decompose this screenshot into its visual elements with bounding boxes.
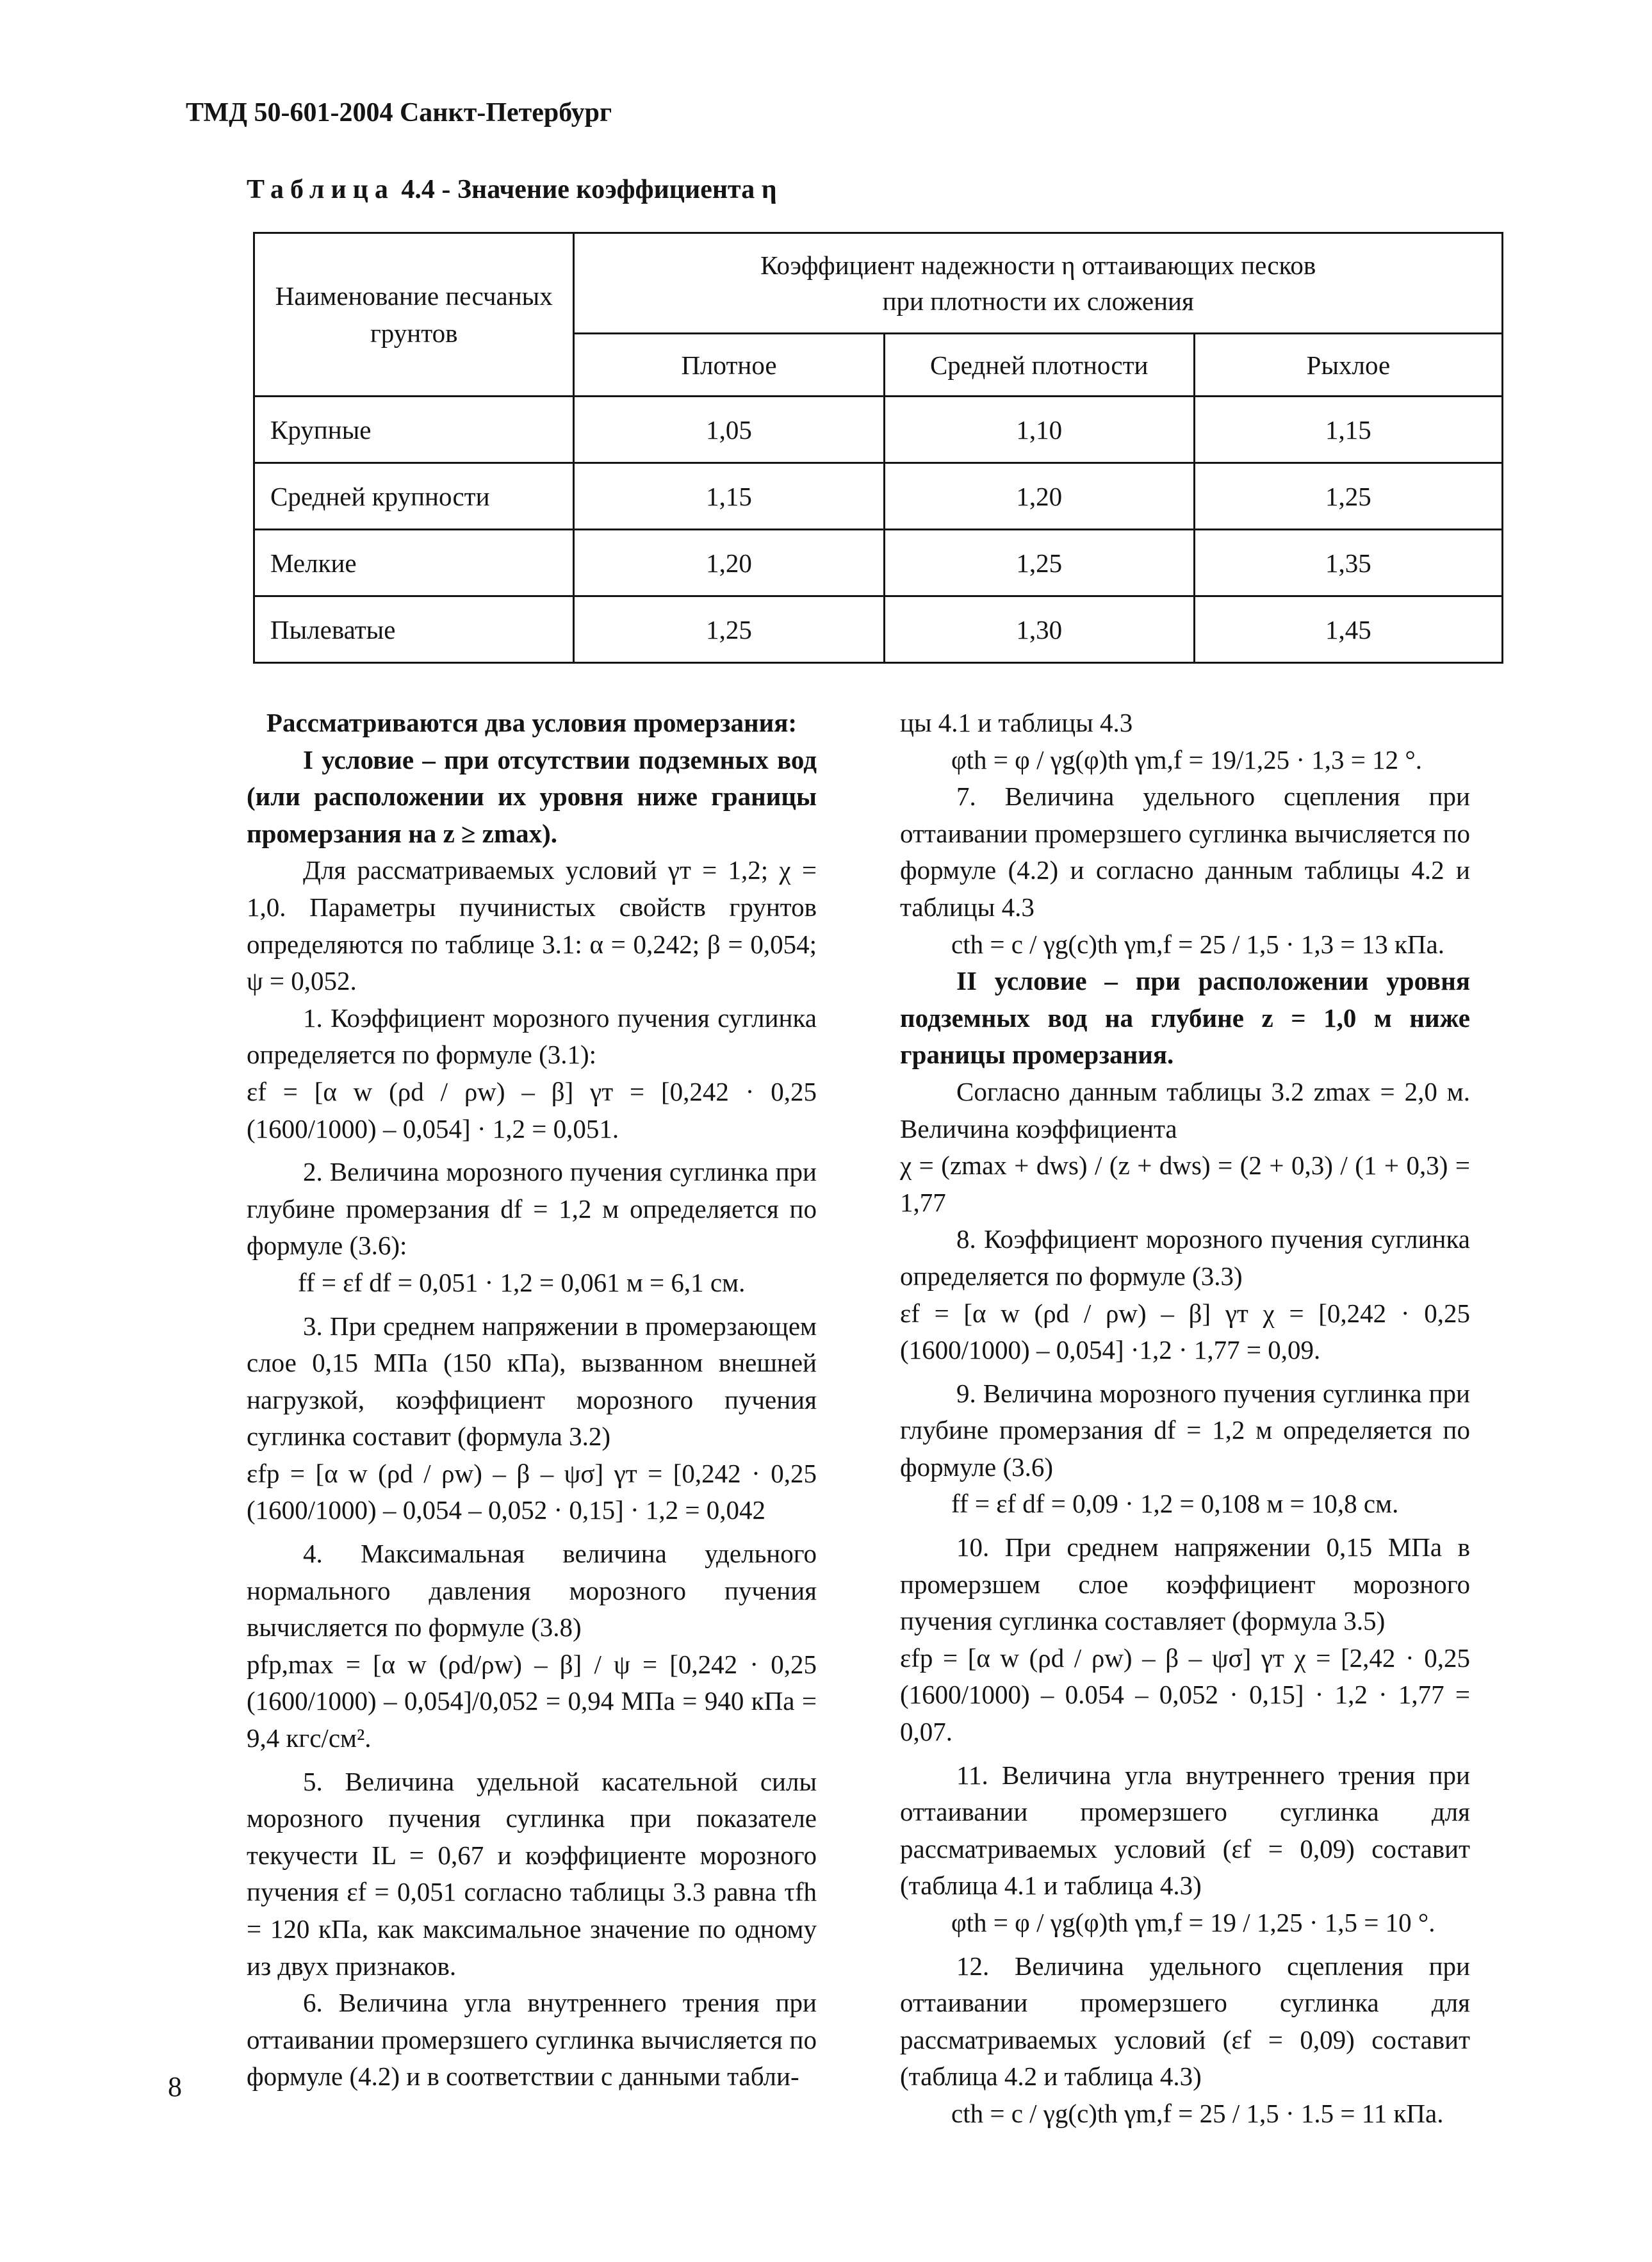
paragraph: 7. Величина удельного сцепления при оттаивании промерзшего суглинка вычисляется по формуле (4.2) и согласно данным таблицы 4.2 и таблицы 4.3 bbox=[900, 782, 1470, 922]
paragraph: 9. Величина морозного пучения суглинка при глубине промерзания df = 1,2 м определяется по формуле (3.6) bbox=[900, 1378, 1470, 1482]
table-cell: 1,15 bbox=[1194, 397, 1502, 463]
paragraph: 2. Величина морозного пучения суглинка при глубине промерзания df = 1,2 м определяется по формуле (3.6): bbox=[247, 1157, 817, 1261]
eta-coefficient-table bbox=[253, 232, 1503, 664]
formula: εf = [α w (ρd / ρw) – β] γт χ = [0,242 · 0,25 (1600/1000) – 0,054] ·1,2 · 1,77 = 0,09. bbox=[900, 1298, 1470, 1365]
table-cell-name: Пылеватые bbox=[254, 596, 574, 663]
paragraph-condition-1: I условие – при отсутствии подземных вод (или расположении их уровня ниже границы промерзания на z ≥ zmax). bbox=[247, 744, 817, 848]
table-subheader-medium: Средней плотности bbox=[884, 334, 1194, 397]
formula: φth = φ / γg(φ)th γm,f = 19/1,25 · 1,3 = 12 °. bbox=[951, 744, 1423, 774]
table-cell: 1,35 bbox=[1194, 530, 1502, 596]
paragraph: 6. Величина угла внутреннего трения при оттаивании промерзшего суглинка вычисляется по формуле (4.2) и в соответствии с данными табли- bbox=[247, 1988, 817, 2092]
table-row bbox=[254, 530, 1503, 596]
table-cell: 1,20 bbox=[574, 530, 884, 596]
table-cell-name: Мелкие bbox=[254, 530, 574, 596]
formula: εf = [α w (ρd / ρw) – β] γт = [0,242 · 0,25 (1600/1000) – 0,054] · 1,2 = 0,051. bbox=[247, 1076, 817, 1143]
table-cell: 1,20 bbox=[884, 463, 1194, 530]
table-cell: 1,15 bbox=[574, 463, 884, 530]
formula: ff = εf df = 0,051 · 1,2 = 0,061 м = 6,1 см. bbox=[298, 1267, 746, 1297]
table-subheader-dense: Плотное bbox=[574, 334, 884, 397]
paragraph: 4. Максимальная величина удельного нормального давления морозного пучения вычисляется по формуле (3.8) bbox=[247, 1539, 817, 1643]
table-caption bbox=[247, 174, 777, 205]
running-header: ТМД 50-601-2004 Санкт-Петербург bbox=[186, 98, 612, 127]
page-number: 8 bbox=[168, 2071, 182, 2102]
table-cell: 1,25 bbox=[884, 530, 1194, 596]
paragraph-condition-2: II условие – при расположении уровня подземных вод на глубине z = 1,0 м ниже границы промерзания. bbox=[900, 966, 1470, 1070]
paragraph: Для рассматриваемых условий γт = 1,2; χ = 1,0. Параметры пучинистых свойств грунтов определяются по таблице 3.1: α = 0,242; β = 0,054; ψ = 0,052. bbox=[247, 855, 817, 996]
table-row bbox=[254, 397, 1503, 463]
right-column bbox=[900, 705, 1470, 2133]
table-cell: 1,05 bbox=[574, 397, 884, 463]
table-cell: 1,45 bbox=[1194, 596, 1502, 663]
left-column bbox=[247, 705, 817, 2095]
table-header-soil-name: Наименование песчаных грунтов bbox=[254, 233, 574, 397]
paragraph: 1. Коэффициент морозного пучения суглинка определяется по формуле (3.1): bbox=[247, 1003, 817, 1070]
table-cell: 1,25 bbox=[1194, 463, 1502, 530]
paragraph: Согласно данным таблицы 3.2 zmax = 2,0 м. Величина коэффициента bbox=[900, 1076, 1470, 1143]
formula: cth = c / γg(c)th γm,f = 25 / 1,5 · 1,3 = 13 кПа. bbox=[951, 929, 1444, 959]
table-row bbox=[254, 596, 1503, 663]
table-cell: 1,25 bbox=[574, 596, 884, 663]
table-header-group-line1: Коэффициент надежности η оттаивающих песков bbox=[760, 250, 1316, 280]
paragraph: 5. Величина удельной касательной силы морозного пучения суглинка при показателе текучести IL = 0,67 и коэффициенте морозного пучения εf = 0,051 согласно таблицы 3.3 равна τfh = 120 кПа, как максимальное значение по одному из двух признаков. bbox=[247, 1766, 817, 1981]
table-cell: 1,30 bbox=[884, 596, 1194, 663]
formula: ff = εf df = 0,09 · 1,2 = 0,108 м = 10,8 см. bbox=[951, 1489, 1399, 1519]
paragraph: 11. Величина угла внутреннего трения при оттаивании промерзшего суглинка для рассматриваемых условий (εf = 0,09) составит (таблица 4.1 и таблица 4.3) bbox=[900, 1760, 1470, 1901]
table-caption-text: 4.4 - Значение коэффициента η bbox=[401, 175, 777, 204]
paragraph: 10. При среднем напряжении 0,15 МПа в промерзшем слое коэффициент морозного пучения суглинка составляет (формула 3.5) bbox=[900, 1532, 1470, 1636]
table-subheader-loose: Рыхлое bbox=[1194, 334, 1502, 397]
table-cell: 1,10 bbox=[884, 397, 1194, 463]
formula: χ = (zmax + dws) / (z + dws) = (2 + 0,3) / (1 + 0,3) = 1,77 bbox=[900, 1151, 1470, 1217]
table-row bbox=[254, 463, 1503, 530]
formula: cth = c / γg(c)th γm,f = 25 / 1,5 · 1.5 = 11 кПа. bbox=[951, 2098, 1444, 2128]
paragraph-conditions-heading: Рассматриваются два условия промерзания: bbox=[266, 708, 797, 737]
formula: pfp,max = [α w (ρd/ρw) – β] / ψ = [0,242 · 0,25 (1600/1000) – 0,054]/0,052 = 0,94 МПа = 940 кПа = 9,4 кгс/см². bbox=[247, 1649, 817, 1753]
table-caption-word: Таблица bbox=[247, 175, 395, 204]
formula: φth = φ / γg(φ)th γm,f = 19 / 1,25 · 1,5 = 10 °. bbox=[951, 1908, 1435, 1937]
table-header-group bbox=[574, 233, 1503, 334]
paragraph: 12. Величина удельного сцепления при оттаивании промерзшего суглинка для рассматриваемых условий (εf = 0,09) составит (таблица 4.2 и таблица 4.3) bbox=[900, 1951, 1470, 2092]
table-header-group-line2: при плотности их сложения bbox=[882, 286, 1194, 316]
formula: εfp = [α w (ρd / ρw) – β – ψσ] γт = [0,242 · 0,25 (1600/1000) – 0,054 – 0,052 · 0,15] · 1,2 = 0,042 bbox=[247, 1458, 817, 1525]
table-cell-name: Средней крупности bbox=[254, 463, 574, 530]
paragraph: 3. При среднем напряжении в промерзающем слое 0,15 МПа (150 кПа), вызванном внешней нагрузкой, коэффициент морозного пучения суглинка составит (формула 3.2) bbox=[247, 1311, 817, 1452]
formula: εfp = [α w (ρd / ρw) – β – ψσ] γт χ = [2,42 · 0,25 (1600/1000) – 0.054 – 0,052 · 0,15] · 1,2 · 1,77 = 0,07. bbox=[900, 1643, 1470, 1747]
table-cell-name: Крупные bbox=[254, 397, 574, 463]
paragraph: 8. Коэффициент морозного пучения суглинка определяется по формуле (3.3) bbox=[900, 1224, 1470, 1291]
paragraph-continued: цы 4.1 и таблицы 4.3 bbox=[900, 708, 1133, 737]
